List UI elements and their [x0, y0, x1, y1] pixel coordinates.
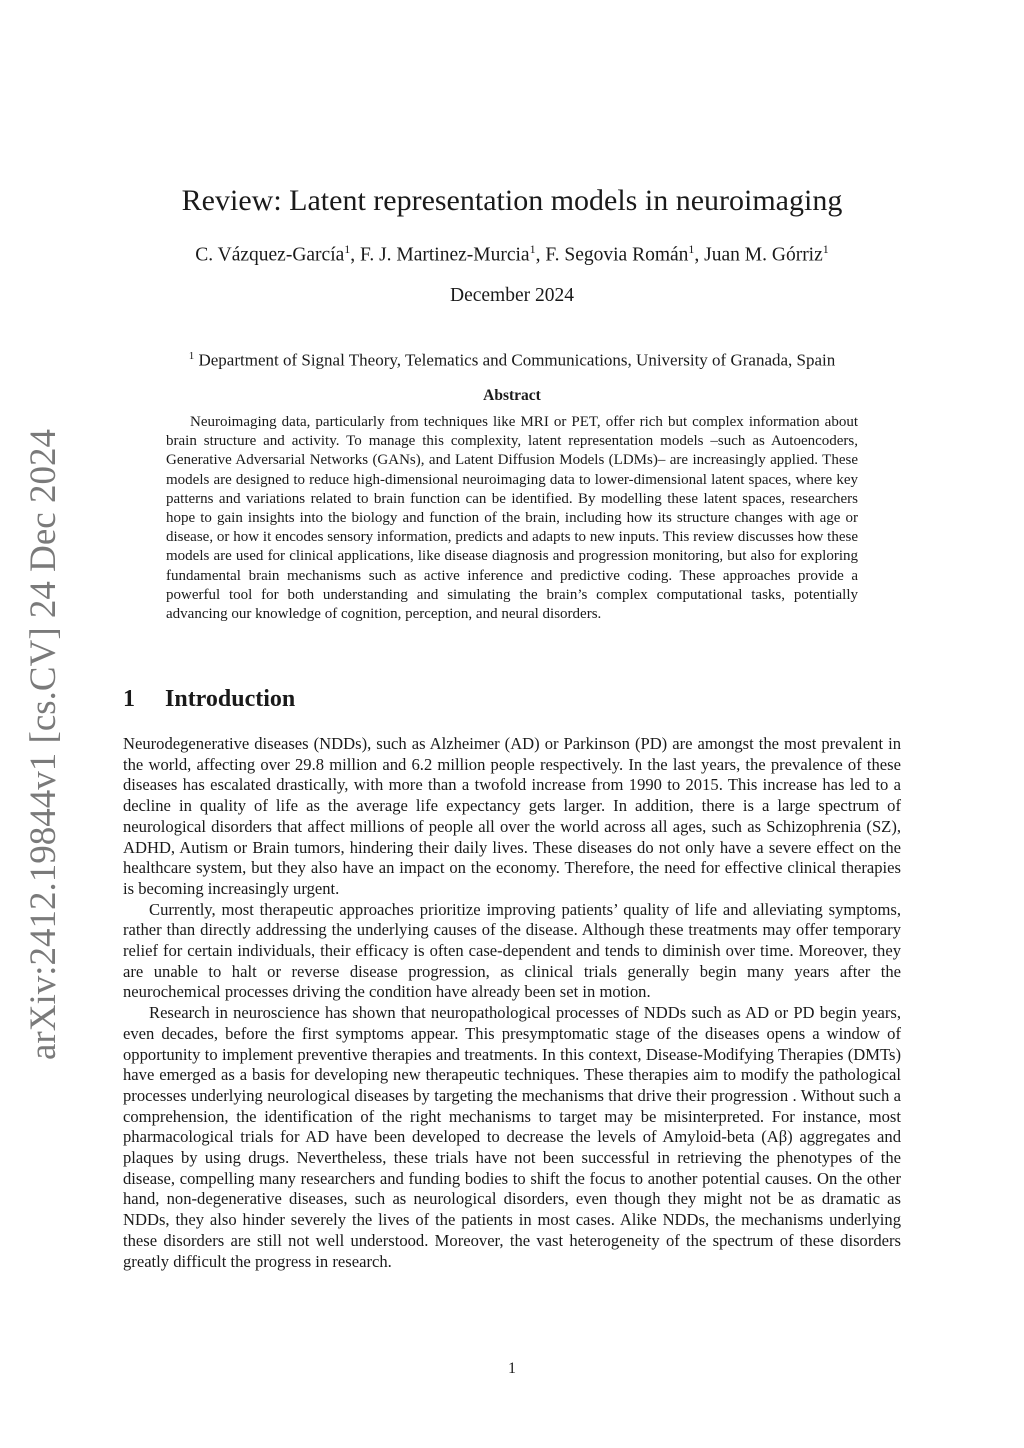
- page-number: 1: [508, 1360, 516, 1377]
- affiliation-text: Department of Signal Theory, Telematics and Communications, University of Granada, Spain: [198, 350, 836, 370]
- abstract-heading: Abstract: [483, 387, 541, 404]
- body-paragraph: Research in neuroscience has shown that neuropathological processes of NDDs such as AD or PD begin years, even decades, before the first symptoms appear. This presymptomatic stage of the diseases opens a window of opportunity to implement preventive therapies and treatments. In this context, Disease-Modifying Therapies (DMTs) have emerged as a basis for developing new therapeutic techniques. These therapies aim to modify the pathological processes underlying neurological diseases by targeting the mechanisms that drive their progression . Without such a comprehension, the identification of the right mechanisms to target may be misinterpreted. For instance, most pharmacological trials for AD have been developed to decrease the levels of Amyloid-beta (Aβ) aggregates and plaques by using drugs. Nevertheless, these trials have not been successful in retrieving the phenotypes of the disease, compelling many researchers and funding bodies to shift the focus to another potential causes. On the other hand, non-degenerative diseases, such as neurological disorders, even though they might not be as dramatic as NDDs, they also hinder severely the lives of the patients in most cases. Alike NDDs, the mechanisms underlying these disorders are still not well understood. Moreover, the vast heterogeneity of the spectrum of these disorders greatly difficult the progress in research.: [123, 1003, 901, 1271]
- section-body: [123, 734, 901, 1272]
- affiliation-mark: 1: [688, 242, 695, 256]
- arxiv-identifier: arXiv:2412.19844v1 [cs.CV] 24 Dec 2024: [23, 429, 64, 1060]
- author-name: F. J. Martinez-Murcia: [360, 244, 530, 266]
- publication-date: December 2024: [450, 285, 574, 306]
- paper-title: Review: Latent representation models in neuroimaging: [181, 184, 843, 217]
- affiliation-mark: 1: [529, 242, 536, 256]
- affiliation-mark: 1: [822, 242, 829, 256]
- author-list: C. Vázquez-García$^1$, F. J. Martinez-Murcia$^1$, F. Segovia Román$^1$, Juan M. Górriz$^1$: [195, 242, 829, 266]
- abstract-text: Neuroimaging data, particularly from techniques like MRI or PET, offer rich but complex information about brain structure and activity. To manage this complexity, latent representation models –such as Autoencoders, Generative Adversarial Networks (GANs), and Latent Diffusion Models (LDMs)– are increasingly applied. These models are designed to reduce high-dimensional neuroimaging data to lower-dimensional latent spaces, where key patterns and variations related to brain function can be identified. By modelling these latent spaces, researchers hope to gain insights into the biology and function of the brain, including how its structure changes with age or disease, or how it encodes sensory information, predicts and adapts to new inputs. This review discusses how these models are used for clinical applications, like disease diagnosis and progression monitoring, but also for exploring fundamental brain mechanisms such as active inference and predictive coding. These approaches provide a powerful tool for both understanding and simulating the brain’s complex computational tasks, potentially advancing our knowledge of cognition, perception, and neural disorders.: [166, 414, 858, 623]
- author-name: F. Segovia Román: [545, 244, 689, 266]
- affiliation: [0, 350, 1024, 371]
- section-heading: [123, 686, 295, 713]
- affiliation-mark: 1: [188, 350, 195, 362]
- author-name: C. Vázquez-García: [195, 244, 345, 266]
- body-paragraph: Currently, most therapeutic approaches prioritize improving patients’ quality of life and alleviating symptoms, rather than directly addressing the underlying causes of the disease. Although these treatments may offer temporary relief for certain individuals, their efficacy is often case-dependent and tends to diminish over time. Moreover, they are unable to halt or reverse disease progression, as clinical trials generally begin many years after the neurochemical processes driving the condition have already been set in motion.: [123, 899, 901, 1002]
- body-paragraph: Neurodegenerative diseases (NDDs), such as Alzheimer (AD) or Parkinson (PD) are amongst the most prevalent in the world, affecting over 29.8 million and 6.2 million people respectively. In the last years, the prevalence of these diseases has escalated drastically, with more than a twofold increase from 1990 to 2015. This increase has led to a decline in quality of life as the average life expectancy gets larger. In addition, there is a large spectrum of neurological disorders that affect millions of people all over the world across all ages, such as Schizophrenia (SZ), ADHD, Autism or Brain tumors, hindering their daily lives. These diseases do not only have a severe effect on the healthcare system, but they also have an impact on the economy. Therefore, the need for effective clinical therapies is becoming increasingly urgent.: [123, 734, 901, 898]
- section-number: 1: [123, 686, 135, 712]
- section-title: Introduction: [165, 686, 296, 712]
- affiliation-mark: 1: [344, 242, 351, 256]
- author-name: Juan M. Górriz: [704, 244, 823, 266]
